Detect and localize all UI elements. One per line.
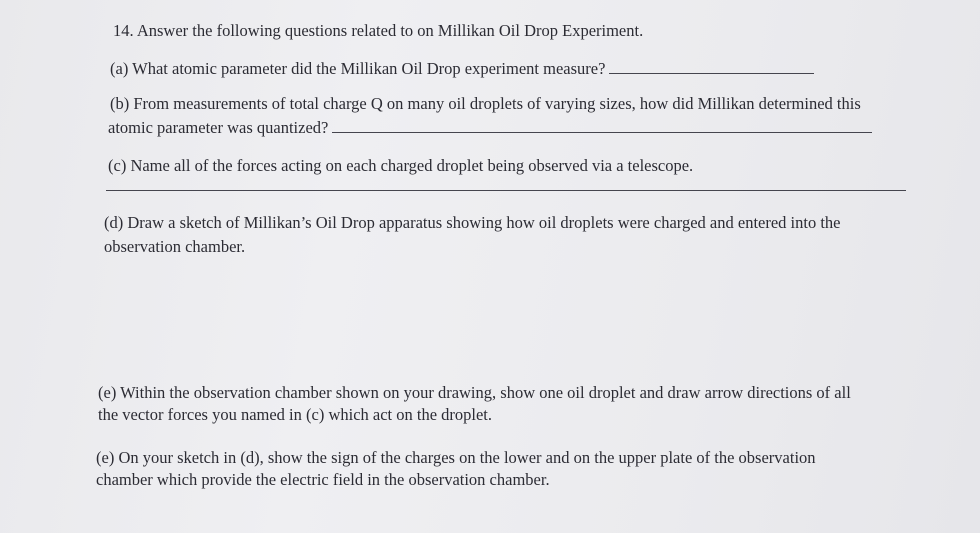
part-a-prompt: (a) What atomic parameter did the Millikan Oil Drop experiment measure? [110,59,606,78]
part-e1-text-line1: (e) Within the observation chamber shown on your drawing, show one oil droplet and draw arrow directions of all [98,383,851,402]
part-b-text-line2 [108,118,872,138]
part-e1-text-line2: the vector forces you named in (c) which act on the droplet. [98,405,493,424]
part-e2-text-line2: chamber which provide the electric field in the observation chamber. [96,470,550,489]
part-d-text-line1: (d) Draw a sketch of Millikan’s Oil Drop apparatus showing how oil droplets were charged and entered into the [104,213,841,232]
question-header: 14. Answer the following questions related to on Millikan Oil Drop Experiment. [113,21,644,40]
part-c-text: (c) Name all of the forces acting on each charged droplet being observed via a telescope. [108,156,694,175]
part-b-answer-line[interactable] [332,131,872,133]
part-d-text-line2: observation chamber. [104,237,246,256]
part-a-text [110,59,814,79]
sketch-area[interactable] [100,262,950,372]
part-e2-text-line1: (e) On your sketch in (d), show the sign of the charges on the lower and on the upper plate of the observation [96,448,816,467]
part-a-answer-line[interactable] [609,72,814,74]
part-c-answer-line[interactable] [106,190,906,191]
part-b-text-line1: (b) From measurements of total charge Q on many oil droplets of varying sizes, how did Millikan determined this [110,94,861,113]
part-b-prompt-end: atomic parameter was quantized? [108,118,329,137]
